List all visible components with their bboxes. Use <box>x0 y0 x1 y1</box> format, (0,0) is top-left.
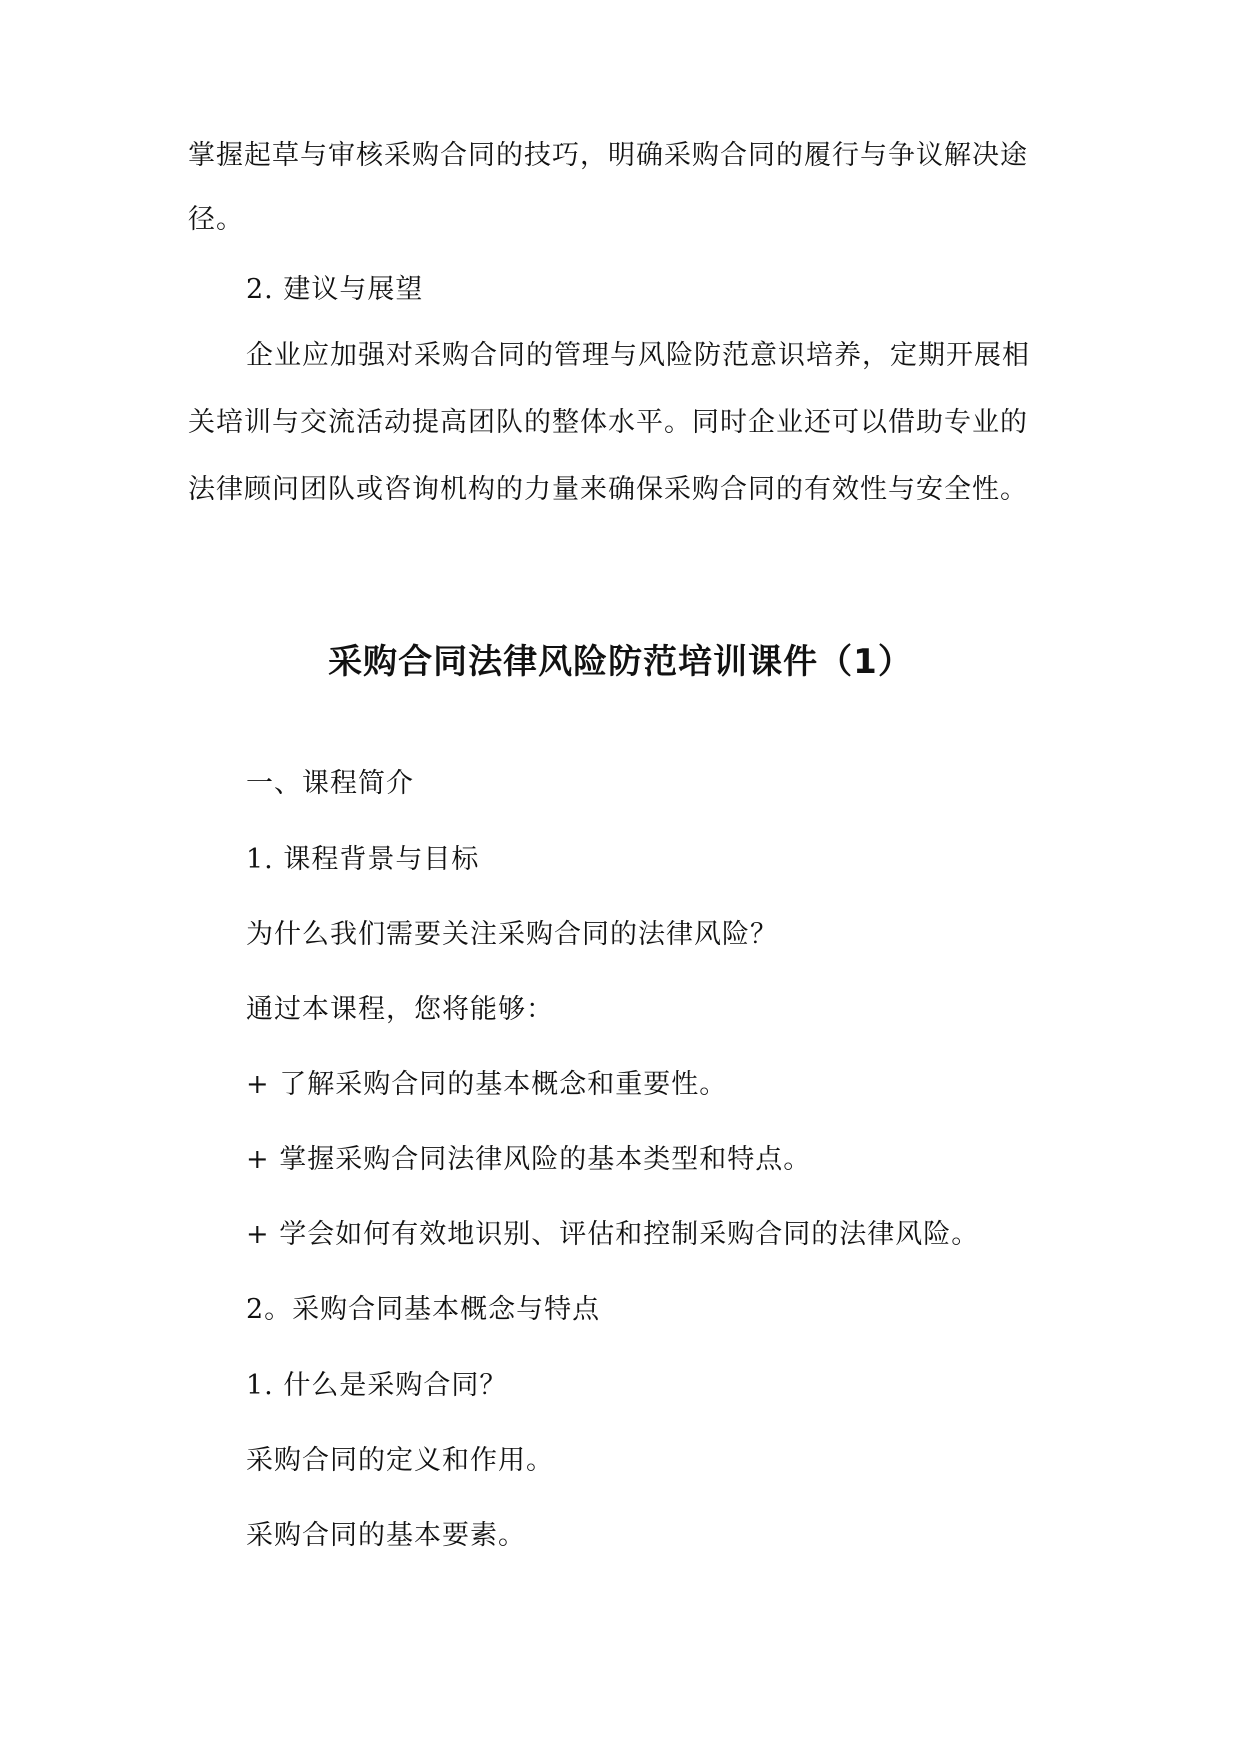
paragraph-line: 径。 <box>188 204 244 235</box>
subsection-heading: 2。采购合同基本概念与特点 <box>246 1294 601 1325</box>
bullet-item: + 掌握采购合同法律风险的基本类型和特点。 <box>246 1144 812 1175</box>
paragraph-line: 法律顾问团队或咨询机构的力量来确保采购合同的有效性与安全性。 <box>188 474 1028 505</box>
paragraph-line: 采购合同的基本要素。 <box>246 1520 526 1551</box>
paragraph-line: 掌握起草与审核采购合同的技巧，明确采购合同的履行与争议解决途 <box>188 140 1028 171</box>
subsection-heading: 1. 什么是采购合同？ <box>246 1370 508 1401</box>
document-title: 采购合同法律风险防范培训课件（1） <box>328 642 913 682</box>
section-heading: 一、课程简介 <box>246 768 414 799</box>
paragraph-line: 企业应加强对采购合同的管理与风险防范意识培养，定期开展相 <box>246 340 1030 371</box>
section-heading: 2. 建议与展望 <box>246 274 424 305</box>
paragraph-line: 通过本课程，您将能够： <box>246 994 554 1025</box>
bullet-item: + 学会如何有效地识别、评估和控制采购合同的法律风险。 <box>246 1219 980 1250</box>
paragraph-line: 为什么我们需要关注采购合同的法律风险？ <box>246 919 778 950</box>
subsection-heading: 1. 课程背景与目标 <box>246 844 480 875</box>
bullet-item: + 了解采购合同的基本概念和重要性。 <box>246 1069 728 1100</box>
paragraph-line: 采购合同的定义和作用。 <box>246 1445 554 1476</box>
paragraph-line: 关培训与交流活动提高团队的整体水平。同时企业还可以借助专业的 <box>188 407 1028 438</box>
